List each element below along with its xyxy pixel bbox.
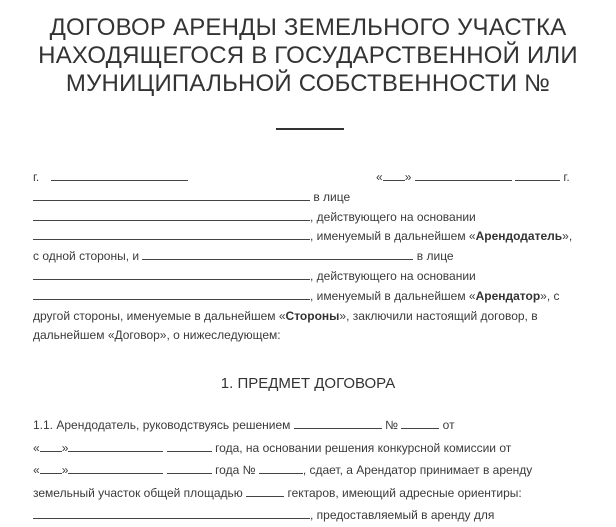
month-blank[interactable] [415, 169, 512, 181]
tenant-pre: , именуемый в дальнейшем « [310, 288, 476, 303]
in-person-label-2: в лице [416, 249, 454, 264]
area-blank[interactable] [246, 485, 284, 497]
title-line-2: НАХОДЯЩЕГОСЯ В ГОСУДАРСТВЕННОЙ ИЛИ [38, 42, 578, 69]
one-side-label: с одной стороны, и [33, 249, 140, 264]
quote-close-2: » [61, 440, 69, 455]
commission-number-blank[interactable] [259, 462, 303, 474]
other-side-post: », заключили настоящий договор, в [339, 308, 538, 323]
landlord-basis-blank[interactable] [33, 228, 310, 240]
decision-number-blank[interactable] [401, 417, 439, 429]
city-prefix: г. [33, 170, 40, 184]
landlord-rep-blank[interactable] [33, 209, 310, 221]
decision-blank[interactable] [294, 417, 382, 429]
clause-1-line-2 [33, 437, 593, 460]
quote-open: « [376, 170, 383, 184]
landlord-name-blank[interactable] [33, 189, 310, 201]
tenant-name-blank[interactable] [142, 248, 413, 260]
quote-close: » [404, 170, 412, 184]
section-heading: 1. ПРЕДМЕТ ДОГОВОРА [220, 375, 396, 392]
year-blank[interactable] [515, 169, 560, 181]
decision-day-blank[interactable] [40, 440, 62, 452]
decision-month-blank[interactable] [68, 440, 163, 452]
clause-1-line-3 [33, 459, 593, 482]
tenant-post: », с [540, 288, 560, 303]
quote-close-3: » [61, 463, 69, 477]
in-person-label: в лице [313, 189, 351, 204]
clause-1-line-4 [33, 482, 593, 505]
year-number-text: года № [215, 463, 256, 477]
document-title [0, 14, 616, 98]
contract-line: дальнейшем «Договор», о нижеследующем: [33, 328, 281, 343]
contract-row [33, 326, 581, 346]
tenant-basis-blank[interactable] [33, 288, 310, 300]
day-blank[interactable] [383, 169, 405, 181]
tenant-basis-row [33, 287, 581, 307]
tenant-term: Арендатор [475, 288, 541, 303]
year-suffix: г. [563, 170, 570, 184]
landlord-post: », [562, 229, 573, 244]
title-line-1: ДОГОВОР АРЕНДЫ ЗЕМЕЛЬНОГО УЧАСТКА [49, 14, 567, 41]
clause-1-line-1 [33, 414, 593, 437]
landlord-term: Арендодатель [475, 229, 563, 244]
landlord-pre: , именуемый в дальнейшем « [310, 229, 476, 244]
landlord-rep-row [33, 208, 581, 228]
acting-basis-label: , действующего на основании [310, 209, 476, 224]
area-label: земельный участок общей площадью [33, 485, 243, 500]
clause-1-intro: 1.1. Арендодатель, руководствуясь решением [33, 418, 291, 432]
address-blank[interactable] [33, 507, 310, 519]
city-blank[interactable] [51, 169, 188, 181]
one-side-row [33, 247, 581, 267]
commission-month-blank[interactable] [68, 462, 163, 474]
quote-open-2: « [33, 440, 40, 455]
from-label: от [442, 418, 455, 432]
other-side-row [33, 307, 581, 327]
commission-day-blank[interactable] [40, 462, 62, 474]
number-sign: № [385, 418, 398, 432]
landlord-name-row [33, 188, 581, 208]
parties-term: Стороны [285, 308, 340, 323]
acting-basis-label-2: , действующего на основании [310, 268, 476, 283]
lease-text: , сдает, а Арендатор принимает в аренду [302, 463, 533, 477]
decision-year-blank[interactable] [167, 440, 212, 452]
tenant-rep-row [33, 267, 581, 287]
title-line-3: МУНИЦИПАЛЬНОЙ СОБСТВЕННОСТИ № [65, 70, 551, 97]
purpose-label: , предоставляемый в аренду для [310, 508, 495, 522]
preamble [33, 168, 581, 346]
contract-number-blank[interactable] [276, 128, 344, 130]
other-side-pre: другой стороны, именуемые в дальнейшем « [33, 308, 286, 323]
quote-open-3: « [33, 463, 40, 477]
tenant-rep-blank[interactable] [33, 268, 310, 280]
commission-year-blank[interactable] [167, 462, 212, 474]
landlord-basis-row [33, 227, 581, 247]
clause-1-line-5 [33, 504, 593, 527]
section-1-body [33, 414, 593, 527]
hectares-label: гектаров, имеющий адресные ориентиры: [287, 485, 522, 500]
date-group [376, 168, 570, 188]
commission-text: года, на основании решения конкурсной комиссии от [215, 440, 512, 455]
city-date-row [33, 168, 581, 188]
